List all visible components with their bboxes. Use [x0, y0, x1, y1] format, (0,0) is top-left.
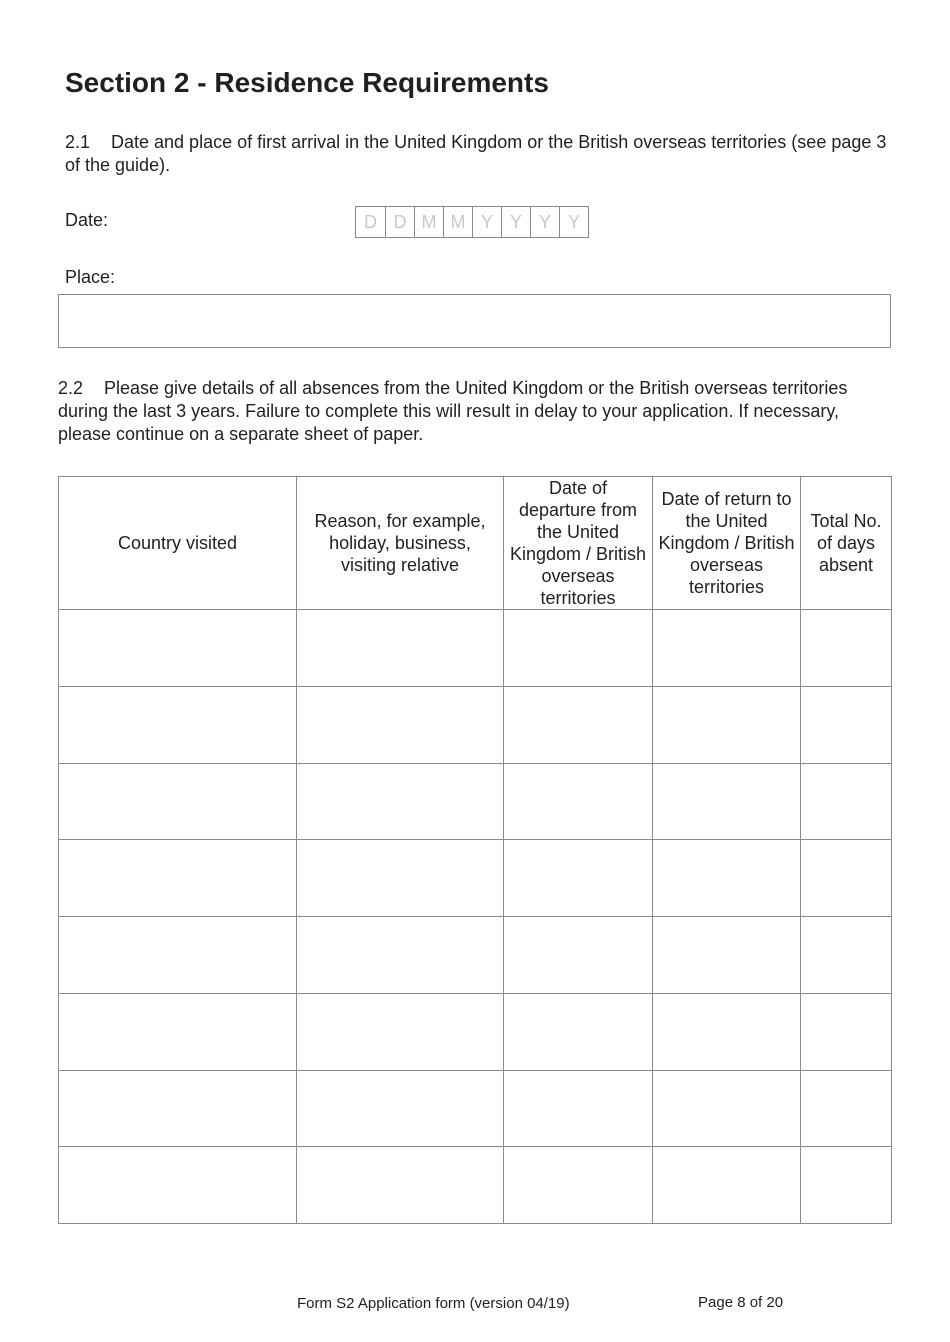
- table-row: [59, 686, 892, 763]
- arrival-date-field[interactable]: [355, 206, 589, 238]
- date-month-2-box[interactable]: M: [443, 207, 472, 237]
- days-absent-cell[interactable]: [801, 610, 892, 687]
- column-header-reason: Reason, for example, holiday, business, visiting relative: [297, 477, 504, 610]
- table-row: [59, 917, 892, 994]
- country-cell[interactable]: [59, 840, 297, 917]
- return-date-cell[interactable]: [653, 1070, 801, 1147]
- country-cell[interactable]: [59, 917, 297, 994]
- column-header-departure-date: Date of departure from the United Kingdom / British overseas territories: [504, 477, 653, 610]
- table-row: [59, 610, 892, 687]
- departure-date-cell[interactable]: [504, 686, 653, 763]
- table-row: [59, 993, 892, 1070]
- days-absent-cell[interactable]: [801, 1070, 892, 1147]
- reason-cell[interactable]: [297, 917, 504, 994]
- departure-date-cell[interactable]: [504, 1147, 653, 1224]
- days-absent-cell[interactable]: [801, 763, 892, 840]
- reason-cell[interactable]: [297, 763, 504, 840]
- return-date-cell[interactable]: [653, 610, 801, 687]
- departure-date-cell[interactable]: [504, 763, 653, 840]
- reason-cell[interactable]: [297, 686, 504, 763]
- question-number: 2.2: [58, 378, 84, 398]
- departure-date-cell[interactable]: [504, 610, 653, 687]
- question-text: Please give details of all absences from the United Kingdom or the British overseas territories during the last 3 years. Failure to complete this will result in delay to your application. If necessary, please continue on a separate sheet of paper.: [58, 378, 848, 444]
- country-cell[interactable]: [59, 1147, 297, 1224]
- table-row: [59, 1147, 892, 1224]
- country-cell[interactable]: [59, 1070, 297, 1147]
- place-input[interactable]: [58, 294, 891, 348]
- departure-date-cell[interactable]: [504, 1070, 653, 1147]
- return-date-cell[interactable]: [653, 840, 801, 917]
- column-header-return-date: Date of return to the United Kingdom / British overseas territories: [653, 477, 801, 610]
- reason-cell[interactable]: [297, 1147, 504, 1224]
- absences-table: [58, 476, 892, 1224]
- return-date-cell[interactable]: [653, 917, 801, 994]
- reason-cell[interactable]: [297, 610, 504, 687]
- country-cell[interactable]: [59, 993, 297, 1070]
- return-date-cell[interactable]: [653, 1147, 801, 1224]
- date-year-2-box[interactable]: Y: [501, 207, 530, 237]
- departure-date-cell[interactable]: [504, 917, 653, 994]
- days-absent-cell[interactable]: [801, 993, 892, 1070]
- table-header-row: [59, 477, 892, 610]
- departure-date-cell[interactable]: [504, 993, 653, 1070]
- footer-page-number: Page 8 of 20: [698, 1294, 784, 1311]
- table-row: [59, 1070, 892, 1147]
- question-2-1: [65, 131, 895, 177]
- question-text: Date and place of first arrival in the United Kingdom or the British overseas territories (see page 3 of the guide).: [65, 132, 887, 175]
- column-header-country: Country visited: [59, 477, 297, 610]
- question-2-2: [58, 377, 894, 446]
- return-date-cell[interactable]: [653, 993, 801, 1070]
- question-number: 2.1: [65, 132, 91, 152]
- date-day-2-box[interactable]: D: [385, 207, 414, 237]
- date-month-1-box[interactable]: M: [414, 207, 443, 237]
- departure-date-cell[interactable]: [504, 840, 653, 917]
- section-title: Section 2 - Residence Requirements: [65, 67, 549, 98]
- country-cell[interactable]: [59, 610, 297, 687]
- return-date-cell[interactable]: [653, 686, 801, 763]
- days-absent-cell[interactable]: [801, 917, 892, 994]
- country-cell[interactable]: [59, 763, 297, 840]
- reason-cell[interactable]: [297, 993, 504, 1070]
- days-absent-cell[interactable]: [801, 686, 892, 763]
- place-label: Place:: [65, 267, 116, 287]
- return-date-cell[interactable]: [653, 763, 801, 840]
- reason-cell[interactable]: [297, 840, 504, 917]
- date-label: Date:: [65, 210, 109, 230]
- reason-cell[interactable]: [297, 1070, 504, 1147]
- date-year-3-box[interactable]: Y: [530, 207, 559, 237]
- footer-form-name: Form S2 Application form (version 04/19): [297, 1295, 570, 1312]
- days-absent-cell[interactable]: [801, 1147, 892, 1224]
- table-row: [59, 840, 892, 917]
- country-cell[interactable]: [59, 686, 297, 763]
- days-absent-cell[interactable]: [801, 840, 892, 917]
- table-row: [59, 763, 892, 840]
- column-header-days-absent: Total No. of days absent: [801, 477, 892, 610]
- date-year-4-box[interactable]: Y: [559, 207, 588, 237]
- date-year-1-box[interactable]: Y: [472, 207, 501, 237]
- date-day-1-box[interactable]: D: [364, 211, 377, 232]
